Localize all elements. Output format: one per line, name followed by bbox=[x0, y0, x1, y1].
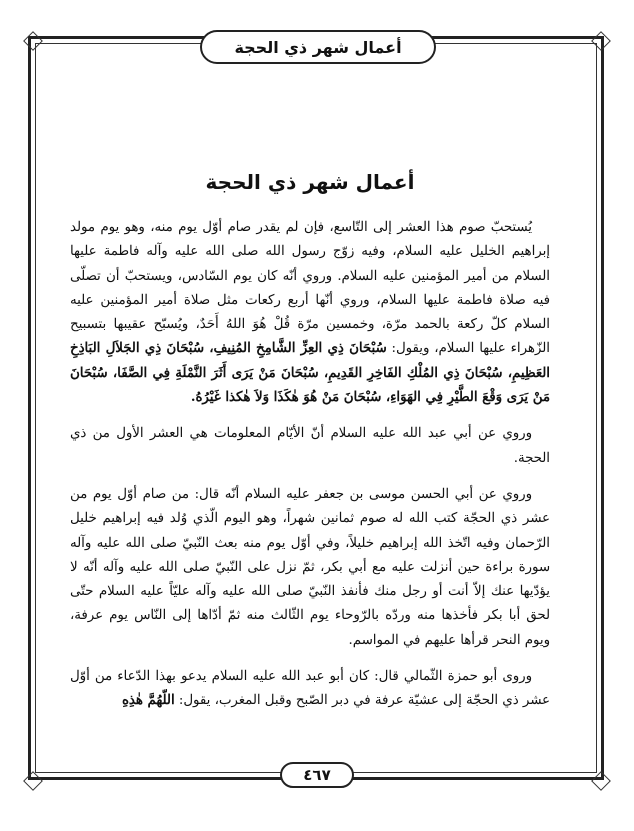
corner-ornament-icon bbox=[20, 768, 46, 794]
page-body bbox=[70, 216, 550, 726]
paragraph-1 bbox=[70, 216, 550, 410]
paragraph-3: وروي عن أبي الحسن موسى بن جعفر عليه السلام أنّه قال: من صام أوّل يوم من عشر ذي الحجّة كتب الله له صوم ثمانين شهراً، وهو اليوم الّذي وُلد فيه إبراهيم خليل الرّحمان وفيه اتّخذ الله إبراهيم خليلاً، وفي أوّل يوم منه بعث النّبيّ صلى الله عليه وآله سورة براءة حين أنزلت عليه مع أبي بكر، ثمّ نزل على النّبيّ صلى الله عليه وآله أنّه لا يؤدّيها عنك إلاّ أنت أو رجل منك فأنفذ النّبيّ صلى الله عليه وآله عليّاً عليه السلام حتّى لحق أبا بكر فأخذها منه وردّه بالرّوحاء يوم الثّالث منه ثمّ أدّاها إلى النّاس يوم عرفة، ويوم النحر قرأها عليهم في المواسم. bbox=[70, 486, 550, 648]
page-number: ٤٦٧ bbox=[280, 762, 354, 788]
paragraph-4-dua: اللّهُمَّ هٰذِهِ bbox=[121, 693, 175, 709]
corner-ornament-icon bbox=[588, 28, 614, 54]
page-title: أعمال شهر ذي الحجة bbox=[205, 170, 415, 194]
paragraph-1-dua: سُبْحَانَ ذِي العِزِّ الشَّامِخِ المُنِيفِ، سُبْحَانَ ذِي الجَلاَلِ البَاذِخِ العَظِيمِ، سُبْحَانَ ذِي المُلْكِ الفَاخِرِ القَدِيمِ، سُبْحَانَ مَنْ يَرَى أَثَرَ النَّمْلَةِ فِي الصَّفَا، سُبْحَانَ مَنْ يَرَى وَقْعَ الطَّيْرِ فِي الهَوَاءِ، سُبْحَانَ مَنْ هُوَ هٰكَذَا وَلاَ هٰكذا غَيْرُهُ. bbox=[70, 341, 550, 406]
corner-ornament-icon bbox=[20, 28, 46, 54]
paragraph-4 bbox=[70, 665, 550, 714]
running-header: أعمال شهر ذي الحجة bbox=[200, 30, 436, 64]
paragraph-2: وروي عن أبي عبد الله عليه السلام أنّ الأيّام المعلومات هي العشر الأول من ذي الحجة. bbox=[70, 426, 550, 466]
paragraph-1-text: يُستحبّ صوم هذا العشر إلى التّاسع، فإن لم يقدر صام أوّل يوم منه، وهو يوم مولد إبراهيم الخليل عليه السلام، وفيه زوّج رسول الله صلى الله عليه وآله فاطمة عليها السلام من أمير المؤمنين عليه السلام. وروي أنّه كان يوم السّادس، ويستحبّ أن تصلّى فيه صلاة فاطمة عليها السلام، وروي أنّها أربع ركعات مثل صلاة أمير المؤمنين عليه السلام كلّ ركعة بالحمد مرّة، وخمسين مرّة قُلْ هُوَ اللهُ أَحَدٌ، ويُسبّح عقيبها بتسبيح الزّهراء عليها السلام، ويقول: bbox=[70, 220, 550, 357]
paragraph-4-text: وروى أبو حمزة الثّمالي قال: كان أبو عبد الله عليه السلام يدعو بهذا الدّعاء من أوّل عشر ذي الحجّة إلى عشيّة عرفة في دبر الصّبح وقبل المغرب، يقول: bbox=[70, 669, 550, 709]
corner-ornament-icon bbox=[588, 768, 614, 794]
